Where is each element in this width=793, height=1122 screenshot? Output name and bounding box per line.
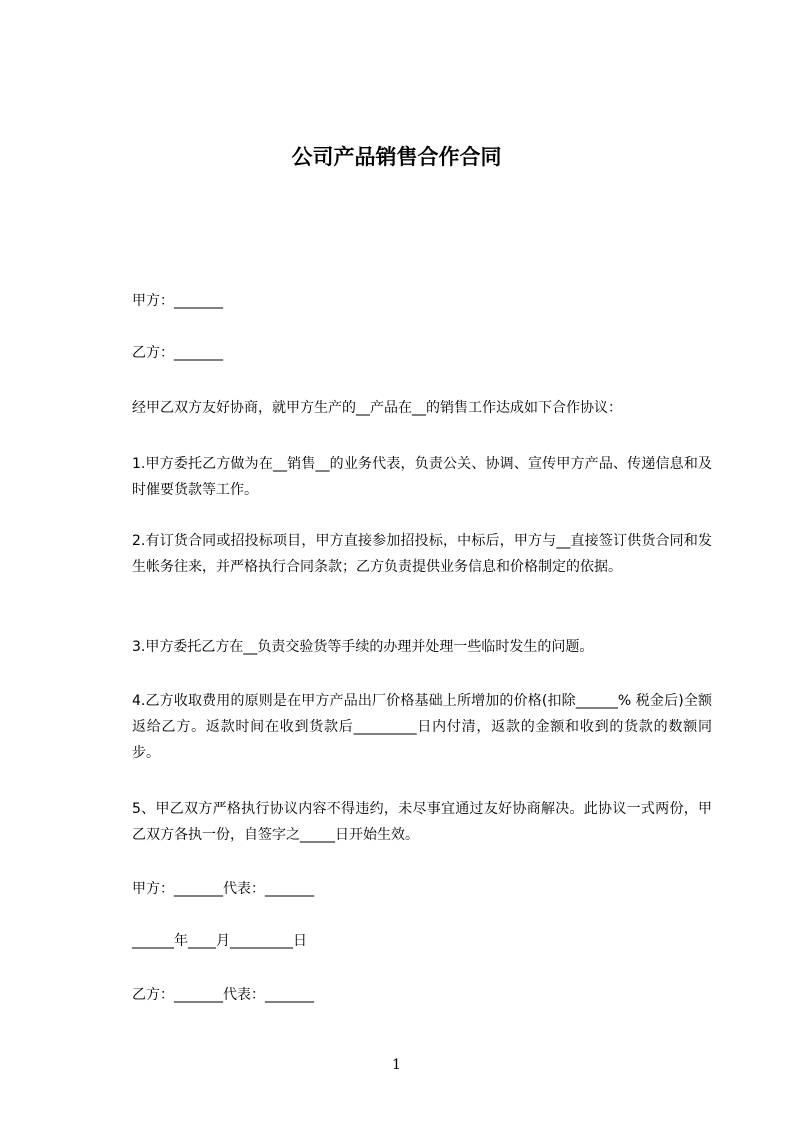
clause-5: 5、甲乙双方严格执行协议内容不得违约，未尽事宜通过友好协商解决。此协议一式两份，甲乙双方各执一份，自签字之_____日开始生效。 [132, 801, 712, 843]
party-b-line: 乙方：_______ [132, 345, 223, 361]
signature-party-a: 甲方：_______代表：_______ [132, 881, 314, 897]
intro-paragraph: 经甲乙双方友好协商，就甲方生产的__产品在__的销售工作达成如下合作协议： [132, 400, 622, 416]
clause-1: 1.甲方委托乙方做为在__销售__的业务代表，负责公关、协调、宣传甲方产品、传递信息和及时催要货款等工作。 [132, 456, 712, 498]
clause-4: 4.乙方收取费用的原则是在甲方产品出厂价格基础上所增加的价格(扣除______% 税金后)全额返给乙方。返款时间在收到货款后_________日内付清，返款的金额和收到的货款的数额同步。 [132, 693, 712, 761]
document-title: 公司产品销售合作合同 [291, 145, 502, 169]
signature-date: ______年____月_________日 [132, 933, 307, 949]
signature-party-b: 乙方：_______代表：_______ [132, 987, 314, 1003]
page-number: 1 [392, 1057, 401, 1073]
clause-2: 2.有订货合同或招投标项目，甲方直接参加招投标，中标后，甲方与__直接签订供货合同和发生帐务往来，并严格执行合同条款；乙方负责提供业务信息和价格制定的依据。 [132, 533, 712, 575]
party-a-line: 甲方：_______ [132, 293, 223, 309]
clause-3: 3.甲方委托乙方在__负责交验货等手续的办理并处理一些临时发生的问题。 [132, 639, 594, 655]
